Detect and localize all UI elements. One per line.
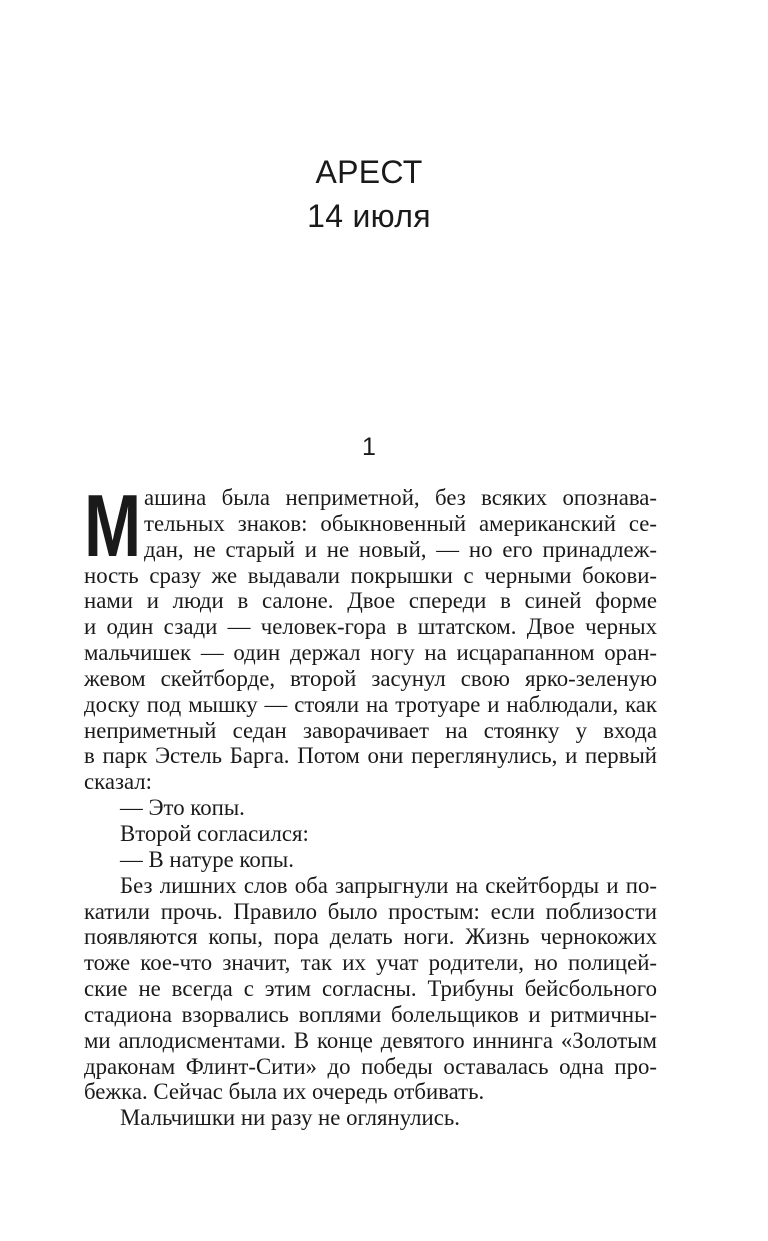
text-line: в парк Эстель Барга. Потом они переглянулись, и первый — [84, 743, 657, 769]
text-line: появляются копы, пора делать ноги. Жизнь чернокожих — [84, 924, 657, 950]
text-line: сказал: — [84, 769, 153, 795]
text-line: жевом скейтборде, второй засунул свою ярко-зеленую — [84, 665, 657, 691]
chapter-title: АРЕСТ — [315, 154, 423, 190]
text-line: ми аплодисментами. В конце девятого иннинга «Золотым — [84, 1027, 657, 1053]
text-line: Второй согласился: — [120, 820, 309, 846]
dialogue-line: — Это копы. — [120, 795, 245, 821]
dialogue-line: — В натуре копы. — [120, 846, 294, 872]
text-line: Без лишних слов оба запрыгнули на скейтборды и по- — [120, 872, 657, 898]
text-line: нами и люди в салоне. Двое спереди в синей форме — [84, 588, 657, 614]
text-line: драконам Флинт-Сити» до победы оставалась одна про- — [84, 1053, 657, 1079]
text-line: стадиона взорвались воплями болельщиков и ритмичны- — [84, 1001, 657, 1027]
text-line: тоже кое-что значит, так их учат родители, но полицей- — [84, 950, 657, 976]
text-line: катили прочь. Правило было простым: если поблизости — [84, 898, 657, 924]
drop-cap: М — [84, 476, 140, 575]
text-line: неприметный седан заворачивает на стоянку у входа — [84, 717, 657, 743]
chapter-date: 14 июля — [307, 198, 431, 234]
text-line: дан, не старый и не новый, — но его принадлеж- — [144, 536, 657, 562]
text-line: тельных знаков: обыкновенный американский се- — [144, 510, 657, 536]
text-line: доску под мышку — стояли на тротуаре и наблюдали, как — [84, 691, 657, 717]
text-line: мальчишек — один держал ногу на исцарапанном оран- — [84, 640, 657, 666]
text-line: ашина была неприметной, без всяких опознава- — [144, 485, 657, 510]
text-line: ские не всегда с этим согласны. Трибуны бейсбольного — [84, 976, 657, 1002]
text-line: бежка. Сейчас была их очередь отбивать. — [84, 1079, 485, 1105]
body-text — [84, 476, 657, 1131]
section-number: 1 — [362, 433, 376, 461]
text-line: и один сзади — человек-гора в штатском. Двое черных — [84, 614, 657, 640]
text-line: Мальчишки ни разу не оглянулись. — [120, 1105, 460, 1131]
text-line: ность сразу же выдавали покрышки с черными бокови- — [84, 562, 657, 588]
